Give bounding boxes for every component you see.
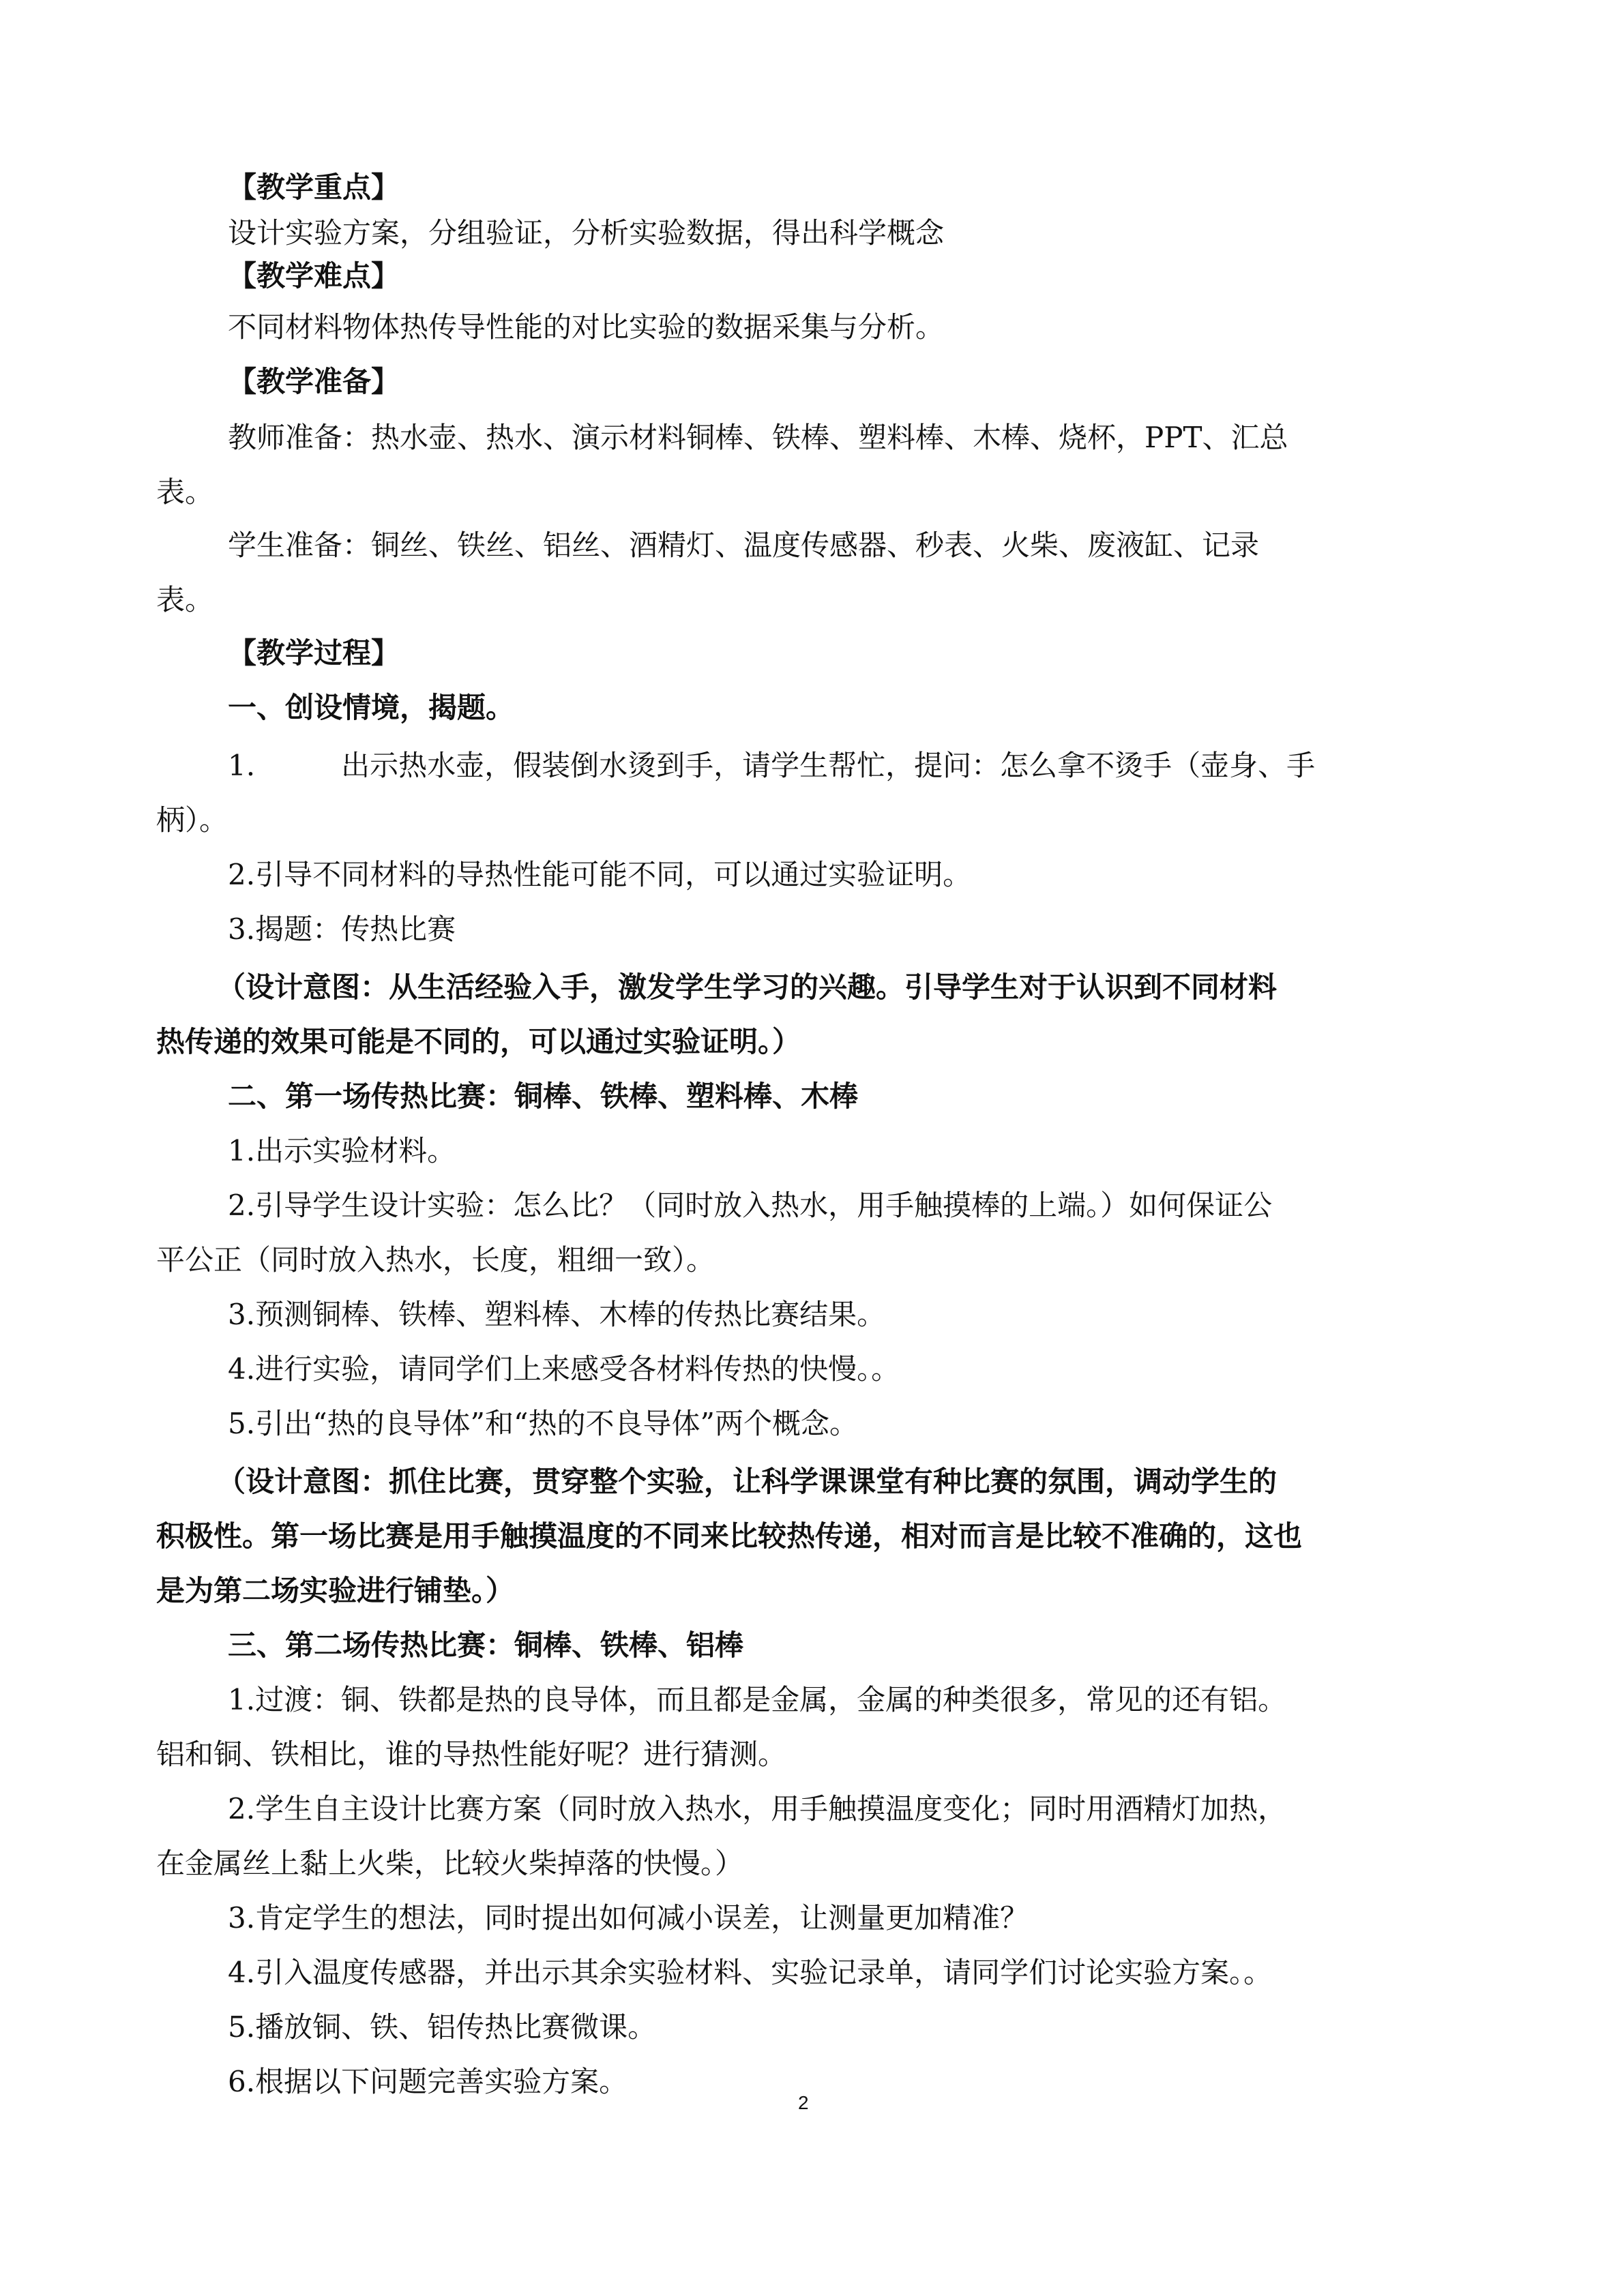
paragraph-line: 设计实验方案，分组验证，分析实验数据，得出科学概念 — [228, 216, 945, 250]
design-intent-line: 积极性。第一场比赛是用手触摸温度的不同来比较热传递，相对而言是比较不准确的，这也 — [156, 1519, 1303, 1553]
paragraph-line: 3.揭题：传热比赛 — [228, 912, 456, 946]
paragraph-line: 1. 出示热水壶，假装倒水烫到手，请学生帮忙，提问：怎么拿不烫手（壶身、手 — [228, 749, 1316, 782]
paragraph-line: 2.学生自主设计比赛方案（同时放入热水，用手触摸温度变化；同时用酒精灯加热， — [228, 1792, 1287, 1825]
paragraph-line: 表。 — [156, 583, 214, 616]
paragraph-line: 铝和铜、铁相比，谁的导热性能好呢？进行猜测。 — [156, 1738, 787, 1771]
paragraph-line: 5.播放铜、铁、铝传热比赛微课。 — [228, 2010, 657, 2044]
heading-teaching-focus: 【教学重点】 — [228, 170, 400, 204]
design-intent-line: （设计意图：抓住比赛，贯穿整个实验，让科学课课堂有种比赛的氛围，调动学生的 — [217, 1465, 1278, 1498]
design-intent-line: （设计意图：从生活经验入手，激发学生学习的兴趣。引导学生对于认识到不同材料 — [217, 970, 1278, 1004]
heading-teaching-process: 【教学过程】 — [228, 636, 400, 670]
heading-teaching-difficulty: 【教学难点】 — [228, 259, 400, 293]
design-intent-line: 是为第二场实验进行铺垫。） — [156, 1574, 515, 1607]
paragraph-line: 在金属丝上黏上火柴，比较火柴掉落的快慢。） — [156, 1847, 744, 1880]
paragraph-line: 学生准备：铜丝、铁丝、铝丝、酒精灯、温度传感器、秒表、火柴、废液缸、记录 — [228, 528, 1260, 562]
paragraph-line: 3.肯定学生的想法，同时提出如何减小误差，让测量更加精准？ — [228, 1901, 1029, 1935]
section-title-part3: 三、第二场传热比赛：铜棒、铁棒、铝棒 — [228, 1628, 744, 1662]
paragraph-line: 表。 — [156, 475, 214, 509]
paragraph-line: 1.出示实验材料。 — [228, 1134, 456, 1167]
paragraph-line: 1.过渡：铜、铁都是热的良导体，而且都是金属，金属的种类很多，常见的还有铝。 — [228, 1683, 1287, 1716]
paragraph-line: 平公正（同时放入热水，长度，粗细一致）。 — [156, 1243, 715, 1277]
heading-teaching-preparation: 【教学准备】 — [228, 365, 400, 398]
paragraph-line: 柄）。 — [156, 803, 228, 837]
design-intent-line: 热传递的效果可能是不同的，可以通过实验证明。） — [156, 1025, 801, 1058]
paragraph-line: 5.引出“热的良导体”和“热的不良导体”两个概念。 — [228, 1407, 858, 1440]
paragraph-line: 4.引入温度传感器，并出示其余实验材料、实验记录单，请同学们讨论实验方案。。 — [228, 1956, 1273, 1989]
section-title-part2: 二、第一场传热比赛：铜棒、铁棒、塑料棒、木棒 — [228, 1079, 859, 1113]
paragraph-line: 2.引导不同材料的导热性能可能不同，可以通过实验证明。 — [228, 858, 972, 891]
paragraph-line: 不同材料物体热传导性能的对比实验的数据采集与分析。 — [228, 310, 945, 344]
section-title-part1: 一、创设情境，揭题。 — [228, 691, 515, 724]
paragraph-line: 6.根据以下问题完善实验方案。 — [228, 2065, 628, 2098]
paragraph-line: 4.进行实验，请同学们上来感受各材料传热的快慢。。 — [228, 1352, 900, 1386]
paragraph-line: 3.预测铜棒、铁棒、塑料棒、木棒的传热比赛结果。 — [228, 1298, 886, 1331]
paragraph-line: 2.引导学生设计实验：怎么比？（同时放入热水，用手触摸棒的上端。）如何保证公 — [228, 1189, 1273, 1222]
paragraph-line: 教师准备：热水壶、热水、演示材料铜棒、铁棒、塑料棒、木棒、烧杯，PPT、汇总 — [228, 421, 1288, 454]
page-number: 2 — [798, 2092, 809, 2113]
